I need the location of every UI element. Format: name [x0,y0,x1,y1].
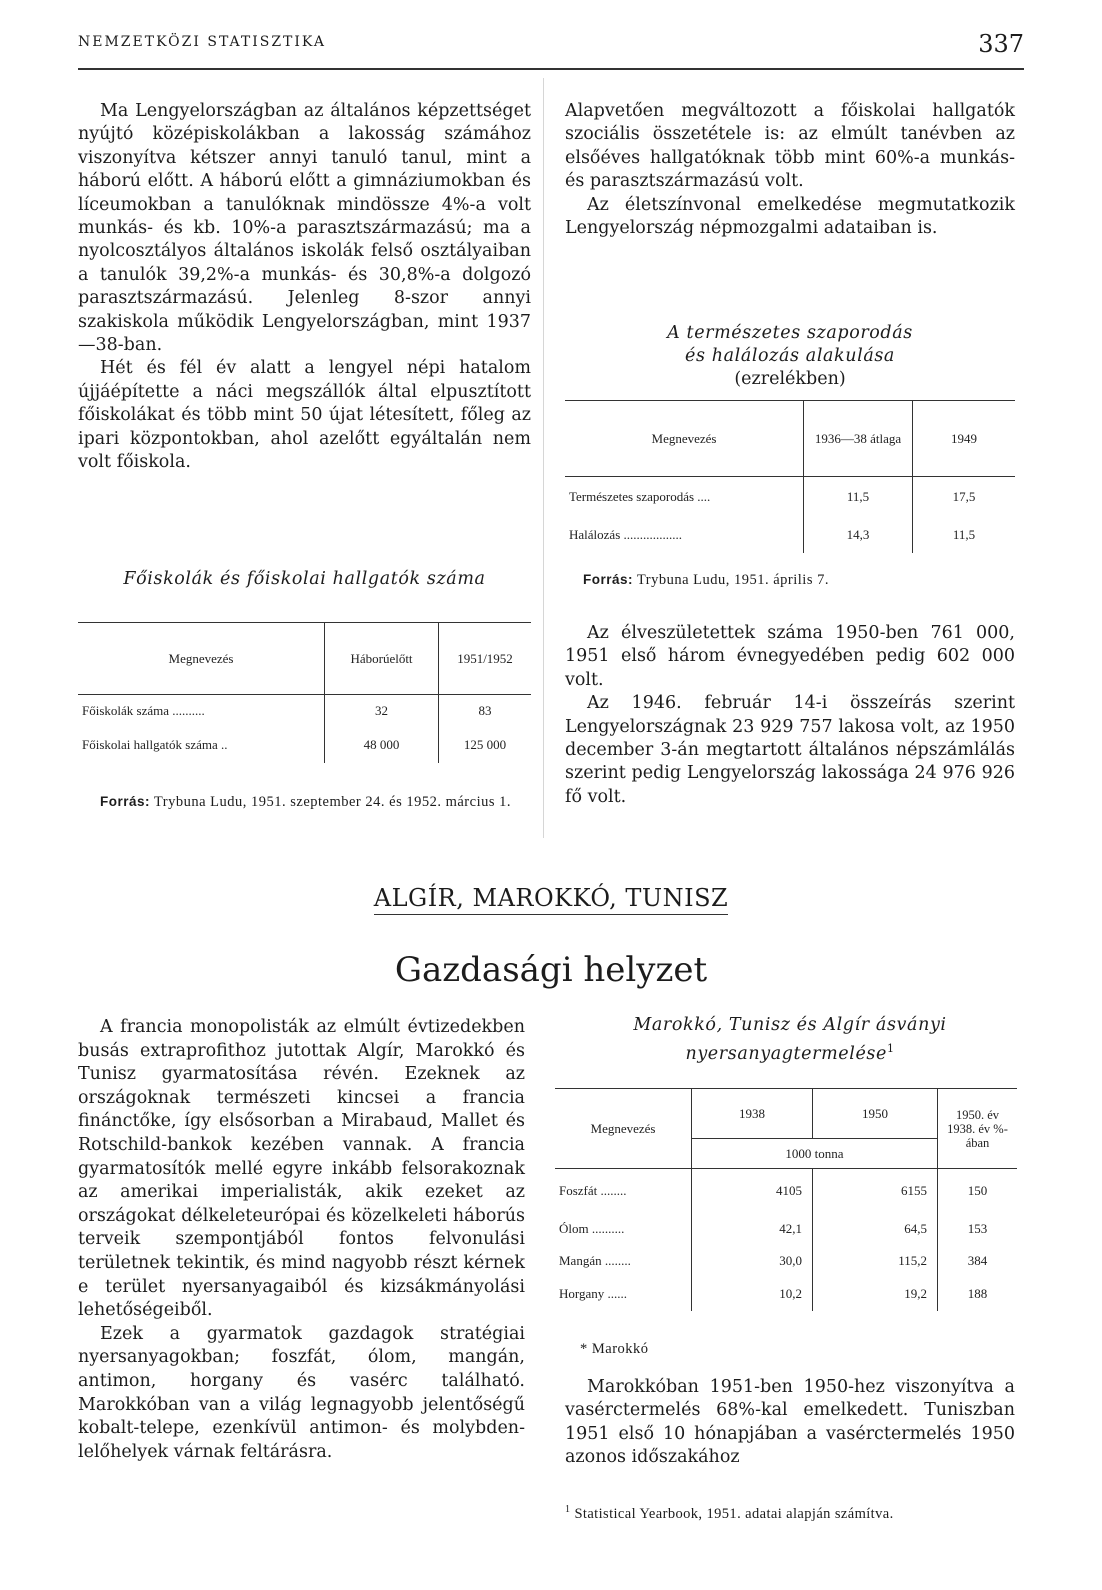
left-column-bottom [78,1016,525,1464]
table2-caption [565,322,1015,391]
paragraph: A francia monopolisták az elmúlt évtizedekben busás extraprofithoz jutottak Algír, Marokkó és Tunisz gyarmatosítása révén. Ezeknek az országoknak természeti kincsei a francia finánctőke, így elsősorban a Mirabaud, Mallet és Rotschild-bankok kezében vannak. A francia gyarmatosítók mellé egyre inkább felsorakoznak az amerikai imperialisták, akik ezeket az országokat délkeleteurópai és közelkeleti háborús terveik szempontjából fontos felvonulási területnek tekintik, és mind nagyobb részt kérnek e terület nyersanyagaiból és kizsákmányolási lehetőségeiből. [78,1017,525,1321]
source-label: Forrás: [583,572,634,587]
table3-note: * Marokkó [580,1341,649,1357]
table3-row-label: Foszfát ........ [559,1182,627,1198]
paragraph: Ma Lengyelországban az általános képzettséget nyújtó középiskolákban a lakosság számához viszonyítva kétszer annyi tanuló tanul, mint a háború előtt. A háború előtt a gimnáziumokban és líceumokban a tanulóknak mindössze 4%-a volt munkás- és kb. 10%-a parasztszármazású; ma a nyolcosztályos általános iskolák felső osztályaiban a tanulók 39,2%-a munkás- és 30,8%-a dolgozó parasztszármazású. Jelenleg 8-szor annyi szakiskola működik Lengyelországban, mint 1937—38-ban. [78,101,531,356]
right-column-bottom [565,1376,1015,1470]
section-subtitle: Gazdasági helyzet [394,950,708,990]
right-column-top [565,100,1015,240]
table1-header-name: Megnevezés [78,623,325,695]
table2-cell: 17,5 [913,477,1016,517]
table2-row-label: Halálozás .................. [569,526,683,542]
paragraph: Marokkóban 1951-ben 1950-hez viszonyítva a vasérctermelés 68%-kal emelkedett. Tuniszban 1951 első 10 hónapjában a vasérctermelés 1950 azonos időszakához [565,1377,1015,1468]
table1-source [100,792,530,812]
table1-row-label: Főiskolák száma .......... [82,702,205,718]
paragraph: Hét és fél év alatt a lengyel népi hatalom újjáépítette a náci megszállók által elpusztított főiskolákat és több mint 50 újat létesített, főleg az ipari központokban, ahol azelőtt egyáltalán nem volt főiskola. [78,358,531,473]
table3-row-label: Ólom .......... [559,1220,625,1236]
paragraph: Ezek a gyarmatok gazdagok stratégiai nyersanyagokban; foszfát, ólom, mangán, antimon, horgany és vasérc található. Marokkóban van a világ legnagyobb jelentőségű kobalt-telepe, ezenkívül antimon- és molybden-lelőhelyek várnak feltárásra. [78,1323,525,1462]
table3-cell: 4105 [692,1169,813,1213]
caption-line: nyersanyagtermelése [685,1043,887,1064]
table3-header-name: Megnevezés [555,1089,692,1169]
paragraph: Az életszínvonal emelkedése megmutatkozik Lengyelország népmozgalmi adataiban is. [565,194,1015,239]
table3-cell: 10,2 [692,1277,813,1311]
table1-caption: Főiskolák és főiskolai hallgatók száma [123,569,486,589]
table1-cell: 32 [325,695,439,727]
paragraph: Alapvetően megváltozott a főiskolai hallgatók szociális összetétele is: az elmúlt tanévben az elsőéves hallgatóknak több mint 60%-a munkás- és parasztszármazású volt. [565,101,1015,192]
table2-row-label: Természetes szaporodás .... [569,488,711,504]
footnote-mark: 1 [565,1504,571,1515]
source-text: Trybuna Ludu, 1951. szeptember 24. és 1952. március 1. [153,794,511,810]
table3-unit: 1000 tonna [692,1139,938,1169]
caption-line: A természetes szaporodás [667,323,913,343]
table3-cell: 19,2 [813,1277,938,1311]
table-row [555,1169,1017,1213]
table3-cell: 150 [938,1169,1018,1213]
right-column-mid [565,622,1015,809]
table2-cell: 11,5 [913,517,1016,553]
table3-cell: 153 [938,1213,1018,1245]
table1 [78,622,531,763]
table3-cell: 30,0 [692,1245,813,1277]
footnote [565,1500,1015,1524]
source-text: Trybuna Ludu, 1951. április 7. [636,572,829,588]
page-number: 337 [978,30,1024,58]
running-header: NEMZETKÖZI STATISZTIKA [78,34,326,50]
table1-cell: 83 [439,695,532,727]
table3-row-label: Horgany ...... [559,1285,628,1301]
table3-row-label: Mangán ........ [559,1252,631,1268]
table3-cell: 64,5 [813,1213,938,1245]
table2-cell: 14,3 [804,517,913,553]
table-row [555,1213,1017,1245]
table3 [555,1088,1017,1311]
table1-cell: 48 000 [325,727,439,763]
left-column-top [78,100,531,475]
table3-cell: 115,2 [813,1245,938,1277]
source-label: Forrás: [100,794,151,809]
table3-cell: 6155 [813,1169,938,1213]
paragraph: Az 1946. február 14-i összeírás szerint Lengyelországnak 23 929 757 lakosa volt, az 1950 december 3-án megtartott általános népszámlálás szerint pedig Lengyelország lakossága 24 976 926 fő volt. [565,693,1015,807]
table2-header-name: Megnevezés [565,401,804,477]
table2-source [583,570,1013,590]
header-rule [78,68,1024,70]
table-row [555,1245,1017,1277]
table-row [565,517,1015,553]
table1-cell: 125 000 [439,727,532,763]
table3-header-col1: 1938 [692,1089,813,1139]
table1-header-col1: Háborúelőtt [325,623,439,695]
table3-caption [555,1014,1025,1066]
column-divider [543,78,544,838]
caption-line: Marokkó, Tunisz és Algír ásványi [633,1015,947,1035]
section-title: ALGÍR, MAROKKÓ, TUNISZ [0,884,1102,912]
footnote-text: Statistical Yearbook, 1951. adatai alapján számítva. [574,1505,894,1522]
table-row [78,695,531,727]
table2-header-col1: 1936—38 átlaga [804,401,913,477]
table2-cell: 11,5 [804,477,913,517]
table-row [565,477,1015,517]
table-row [555,1277,1017,1311]
table3-cell: 188 [938,1277,1018,1311]
table1-header-col2: 1951/1952 [439,623,532,695]
caption-unit: (ezrelékben) [734,369,846,389]
table2 [565,400,1015,553]
caption-line: és halálozás alakulása [685,346,895,366]
caption-footnote-mark: 1 [886,1042,895,1055]
table3-header-col3: 1950. év 1938. év %-ában [938,1089,1018,1169]
paragraph: Az élveszületettek száma 1950-ben 761 000, 1951 első három évnegyedében pedig 602 000 volt. [565,623,1015,690]
table3-cell: 384 [938,1245,1018,1277]
table2-header-col2: 1949 [913,401,1016,477]
table3-cell: 42,1 [692,1213,813,1245]
table-row [78,727,531,763]
table1-row-label: Főiskolai hallgatók száma .. [82,736,228,752]
table3-header-col2: 1950 [813,1089,938,1139]
